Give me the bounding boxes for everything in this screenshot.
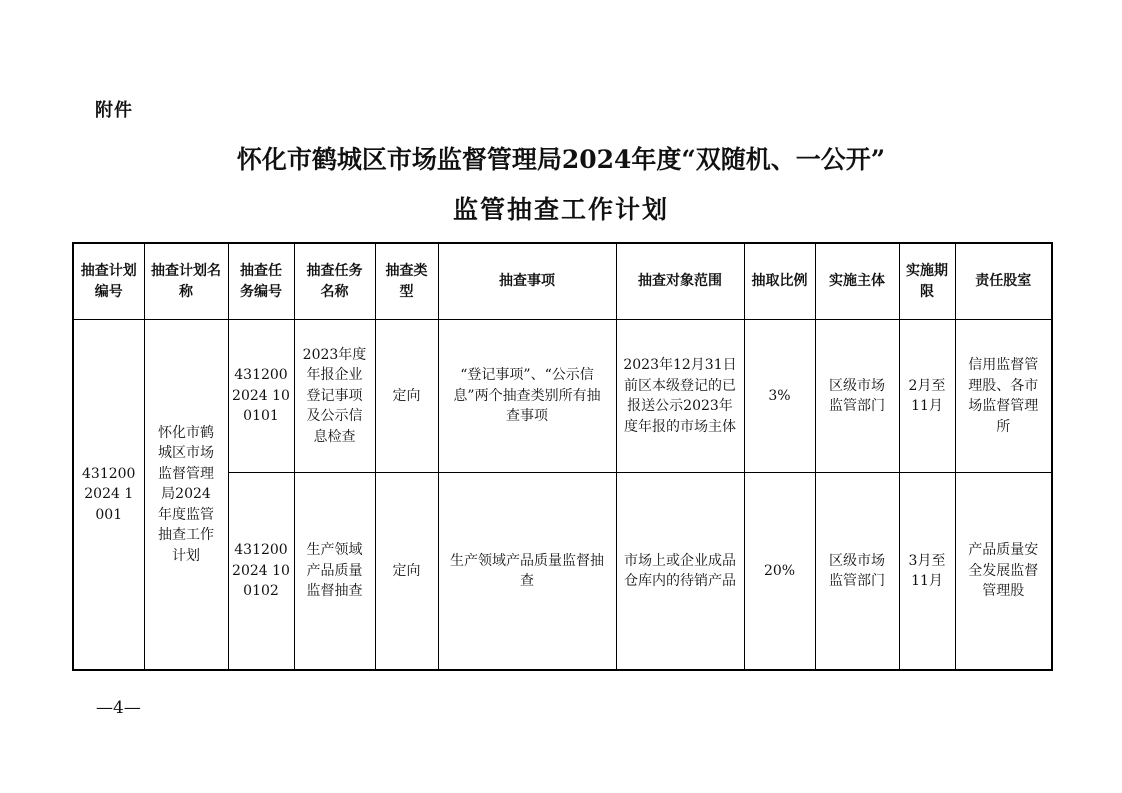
period-cell: 3月至11月 [899, 473, 955, 671]
task-number-cell: 431200 2024 100102 [228, 473, 294, 671]
document-title-line2: 监管抽查工作计划 [452, 195, 669, 224]
task-number-cell: 431200 2024 100101 [228, 320, 294, 473]
sampling-ratio-cell: 20% [744, 473, 815, 671]
table-row [73, 320, 1052, 473]
executor-cell: 区级市场监管部门 [815, 320, 899, 473]
check-type-cell: 定向 [375, 473, 438, 671]
header-plan-number: 抽查计划编号 [73, 243, 144, 320]
header-plan-name: 抽查计划名称 [144, 243, 228, 320]
table-header-row [73, 243, 1052, 320]
plan-name-cell: 怀化市鹤城区市场监督管理局2024年度监管抽查工作计划 [144, 320, 228, 671]
check-items-cell: 生产领域产品质量监督抽查 [438, 473, 616, 671]
task-name-cell: 生产领域产品质量监督抽查 [294, 473, 375, 671]
check-items-cell: “登记事项”、“公示信息”两个抽查类别所有抽查事项 [438, 320, 616, 473]
plan-number-cell: 4312002024 1001 [73, 320, 144, 671]
check-type-cell: 定向 [375, 320, 438, 473]
header-period: 实施期限 [899, 243, 955, 320]
header-department: 责任股室 [955, 243, 1052, 320]
period-cell: 2月至11月 [899, 320, 955, 473]
executor-cell: 区级市场监管部门 [815, 473, 899, 671]
header-check-type: 抽查类型 [375, 243, 438, 320]
check-scope-cell: 市场上或企业成品仓库内的待销产品 [616, 473, 744, 671]
department-cell: 信用监督管理股、各市场监督管理所 [955, 320, 1052, 473]
header-task-name: 抽查任务名称 [294, 243, 375, 320]
sampling-ratio-cell: 3% [744, 320, 815, 473]
header-sampling-ratio: 抽取比例 [744, 243, 815, 320]
department-cell: 产品质量安全发展监督管理股 [955, 473, 1052, 671]
inspection-plan-table [72, 242, 1053, 671]
header-task-number: 抽查任务编号 [228, 243, 294, 320]
header-check-scope: 抽查对象范围 [616, 243, 744, 320]
header-executor: 实施主体 [815, 243, 899, 320]
task-name-cell: 2023年度年报企业登记事项及公示信息检查 [294, 320, 375, 473]
page-number: —4— [96, 698, 141, 718]
attachment-label: 附件 [95, 100, 133, 121]
header-check-items: 抽查事项 [438, 243, 616, 320]
check-scope-cell: 2023年12月31日前区本级登记的已报送公示2023年度年报的市场主体 [616, 320, 744, 473]
document-title-line1: 怀化市鹤城区市场监督管理局2024年度“双随机、一公开” [236, 145, 886, 174]
